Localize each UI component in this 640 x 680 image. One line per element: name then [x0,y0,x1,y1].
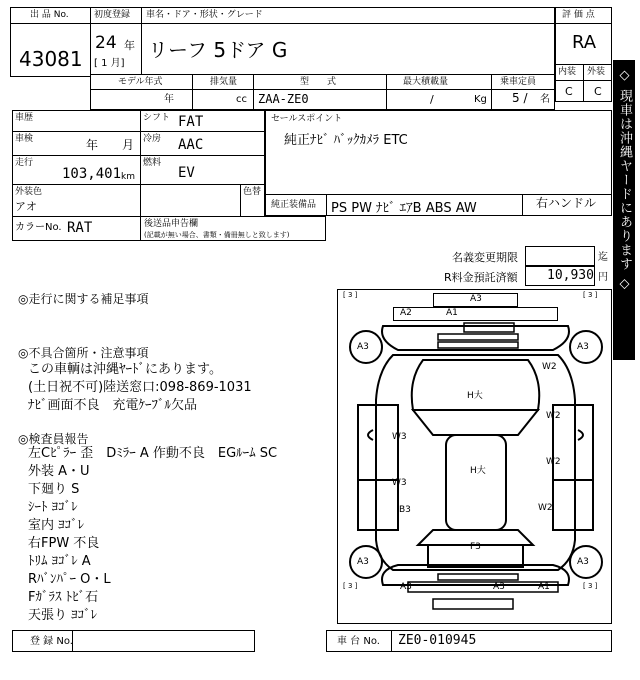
banner-text: ◇ 現車は沖縄ヤードにあります ◇ [617,68,632,293]
inspector-line: 外装 A・U [28,464,90,479]
displacement-label: 排気量 [210,77,238,87]
defects-title: ◎不具合箇所・注意事項 [18,346,149,360]
chassis-value: ZE0-010945 [398,633,477,648]
inspector-line: 右FPW 不良 [28,536,100,551]
name-change-unit: 迄 [598,252,608,263]
car-name-label: 車名・ドア・形状・グレード [146,10,263,20]
max-load-label: 最大積載量 [403,77,449,87]
diag-w2-a: W2 [542,362,557,372]
inspection-year: 年 [86,138,99,152]
interior-grade: C [565,85,573,98]
aftermarket-label: 後送品申告欄 [144,219,199,229]
aircon-label: 冷房 [143,134,162,144]
car-diagram [337,289,612,624]
grade-label: 評 価 点 [562,10,595,20]
equipment-label: 純正装備品 [271,200,317,210]
diag-w2-d: W2 [538,503,553,513]
mileage-unit: km [121,172,135,182]
name-change-label: 名義変更期限 [452,251,518,264]
color-no-value: RAT [67,220,93,236]
first-reg-year-unit: 年 [124,39,135,52]
ext-color-label: 外装色 [15,187,43,197]
diag-bottom-left: A3 [400,582,412,592]
diag-w2-c: W2 [546,457,561,467]
diag-f3: F3 [470,542,481,552]
name-change-field [525,246,595,266]
defects-line: この車輌は沖縄ﾔｰﾄﾞにあります。 [28,362,222,377]
grade-value: RA [572,32,597,53]
ext-color-value: アオ [15,200,37,213]
shift-label: シフト [143,113,171,123]
inspector-title: ◎検査員報告 [18,432,89,446]
lot-number-label: 出 品 No. [30,10,69,20]
diag-roof: H大 [470,466,486,476]
lot-number: 43081 [19,47,83,71]
inspector-line: 天張り ﾖｺﾞﾚ [28,608,98,623]
diag-w2-b: W2 [546,411,561,421]
model-year-unit: 年 [164,94,174,105]
inspector-line: 下廻り S [28,482,80,497]
exterior-grade: C [594,85,602,98]
inspector-line: Rﾊﾞﾝﾊﾟｰ O・L [28,572,111,587]
type-value: ZAA-ZE0 [258,92,309,106]
inspection-label: 車検 [15,134,34,144]
first-reg-label: 初度登録 [94,10,131,20]
chassis-label: 車 台 No. [337,636,380,647]
shift-value: FAT [178,114,204,130]
mileage-label: 走行 [15,158,34,168]
driving-notes-title: ◎走行に関する補足事項 [18,292,149,306]
aftermarket-note: (記載が無い場合、書類・備冊無しと致します) [144,231,290,239]
inspector-line: Fｶﾞﾗｽ ﾄﾋﾞ石 [28,590,99,605]
mileage-value: 103,401 [62,166,122,182]
sales-point-label: セールスポイント [271,114,343,124]
defects-line: (土日祝不可)陸送窓口:098-869-1031 [28,380,252,395]
diag-wheel-fl: A3 [357,342,369,352]
capacity-unit: 名 [540,94,550,105]
first-reg-month: [ 1 月] [94,58,125,69]
diag-corner-br: [ 3 ] [583,582,598,590]
interior-label: 内装 [558,67,577,77]
capacity-value: 5 / [512,91,528,105]
inspector-line: ｼｰﾄ ﾖｺﾞﾚ [28,500,78,515]
car-name: リーフ 5ドア G [148,38,288,62]
color-no-label: カラーNo. [15,222,62,233]
recycle-label: R料金預託済額 [444,271,518,284]
inspection-month: 月 [122,138,135,152]
diag-hood: H大 [467,391,483,401]
okinawa-yard-banner [613,60,635,360]
diag-corner-tl: [ 3 ] [343,291,358,299]
diag-bottom-mid: A3 [493,582,505,592]
max-load-slash: / [430,93,434,106]
specs-box [12,110,265,217]
recycle-value: 10,930 [547,268,594,283]
max-load-unit: Kg [474,94,487,105]
diag-wheel-rl: A3 [357,557,369,567]
diag-b3: B3 [399,505,411,515]
diag-corner-tr: [ 3 ] [583,291,598,299]
inspector-line: ﾄﾘﾑ ﾖｺﾞﾚ A [28,554,91,569]
diag-w3-b: W3 [392,478,407,488]
inspector-line: 室内 ﾖｺﾞﾚ [28,518,85,533]
inspector-line: 左Cﾋﾟﾗｰ 歪 Dﾐﾗｰ A 作動不良 EGﾙｰﾑ SC [28,446,278,461]
sales-point-value: 純正ﾅﾋﾞ ﾊﾞｯｸｶﾒﾗ ETC [284,133,408,148]
color-change-label: 色替 [243,187,262,197]
exterior-label: 外装 [587,67,606,77]
diag-wheel-rr: A3 [577,557,589,567]
car-outline-svg [338,290,613,625]
displacement-unit: cc [236,94,247,105]
diag-corner-bl: [ 3 ] [343,582,358,590]
type-label: 型 式 [300,77,337,87]
first-reg-year: 24 [95,33,117,53]
fuel-value: EV [178,165,195,181]
fuel-label: 燃料 [143,158,162,168]
diag-w3-a: W3 [392,432,407,442]
diag-wheel-fr: A3 [577,342,589,352]
model-year-label: モデル年式 [118,77,163,87]
reg-no-label: 登 録 No. [30,636,73,647]
diag-bottom-right: A1 [538,582,550,592]
recycle-unit: 円 [598,272,608,283]
diag-top-bar: A3 [470,294,482,304]
diag-top-left: A2 [400,308,412,318]
aircon-value: AAC [178,137,204,153]
diag-top-mid: A1 [446,308,458,318]
equipment-value: PS PW ﾅﾋﾞ ｴｱB ABS AW [331,201,477,216]
steering-value: 右ハンドル [536,196,597,210]
defects-line: ﾅﾋﾞ画面不良 充電ｹｰﾌﾞﾙ欠品 [28,398,198,413]
history-label: 車歴 [15,113,34,123]
capacity-label: 乗車定員 [500,77,537,87]
